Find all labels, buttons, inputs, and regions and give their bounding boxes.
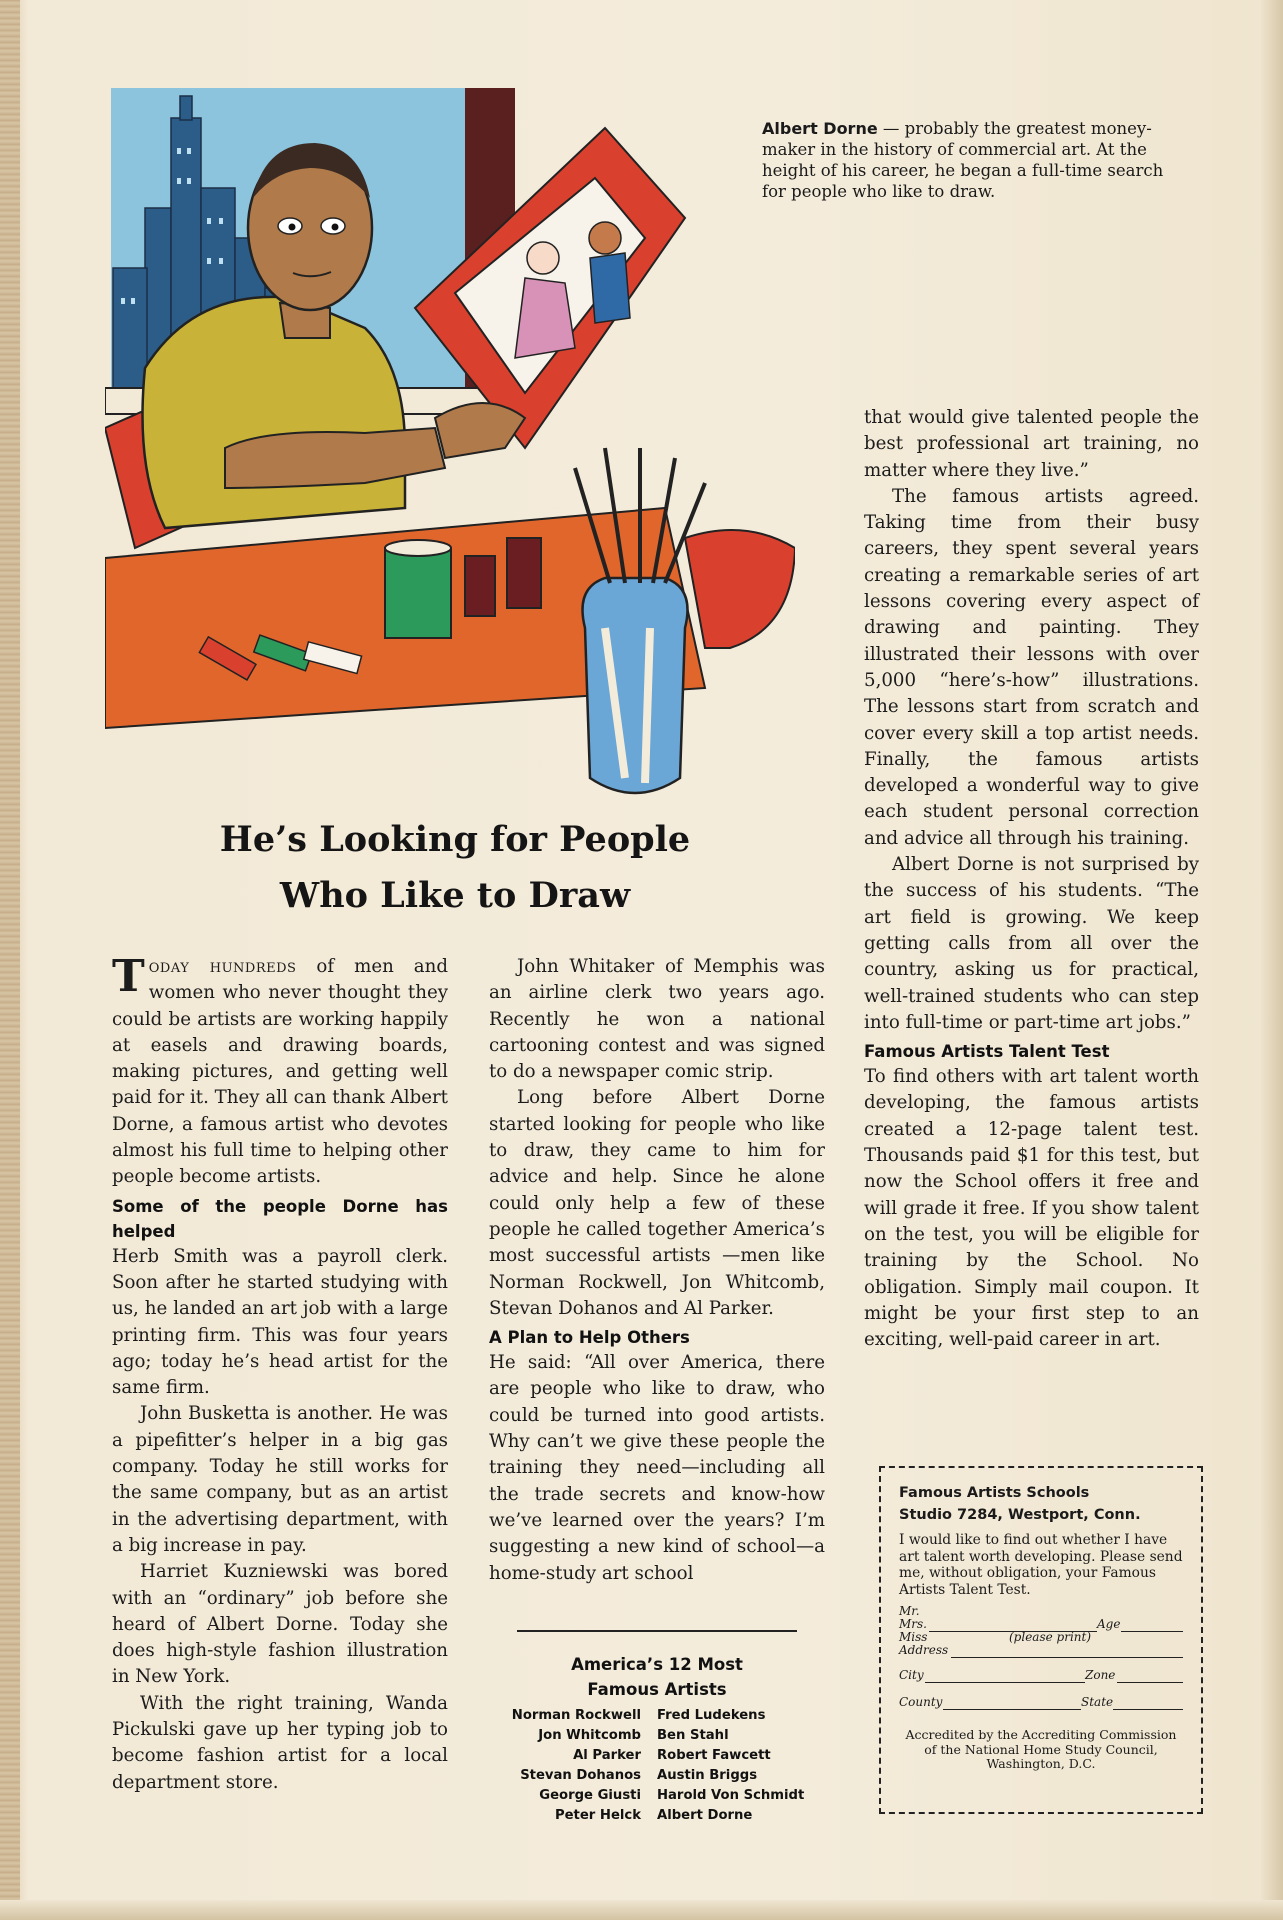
paragraph [112, 951, 448, 1191]
artist-name: Al Parker [573, 1748, 641, 1763]
headline [105, 812, 805, 924]
page-edge-right [1261, 0, 1283, 1920]
caption-text: — probably the greatest money-maker in the history of commercial art. At the height of his career, he began a full-time search for people who like to draw. [762, 119, 1164, 201]
artist-illustration [105, 88, 795, 808]
artist-row [480, 1706, 840, 1726]
page-edge-bottom [0, 1900, 1283, 1920]
illustration-caption [762, 118, 1182, 202]
drop-cap: T [112, 951, 145, 1002]
artist-name: Robert Fawcett [657, 1748, 771, 1763]
subheading: A Plan to Help Others [489, 1328, 690, 1348]
paragraph: John Whitaker of Memphis was an airline clerk two years ago. Recently he won a national cartooning contest and was signed to do a newspaper comic strip. [489, 956, 825, 1083]
coupon-form [899, 1606, 1183, 1710]
caption-name: Albert Dorne [762, 119, 878, 138]
label-miss: Miss [899, 1630, 928, 1644]
artist-row [480, 1766, 840, 1786]
paragraph: Harriet Kuzniewski was bored with an “ordinary” job before she heard of Albert Dorne. Today she does high-style fashion illustration in New York. [112, 1561, 448, 1688]
form-row-address[interactable] [899, 1645, 1183, 1658]
divider-rule [517, 1630, 797, 1632]
text-column-1 [112, 951, 448, 1796]
state-field-line[interactable] [1113, 1709, 1183, 1710]
paragraph: that would give talented people the best professional art training, no matter where they live.” [864, 407, 1199, 481]
artist-row [480, 1726, 840, 1746]
zone-field-line[interactable] [1117, 1682, 1183, 1683]
paragraph: John Busketta is another. He was a pipefitter’s helper in a big gas company. Today he still works for the same company, but as an artist in the advertising department, with a big increase in pay. [112, 1403, 448, 1556]
text-column-2 [489, 954, 825, 1587]
artist-row [480, 1806, 840, 1826]
text-column-3 [864, 405, 1199, 1353]
small-caps-lead: oday hundreds [148, 956, 297, 977]
artists-title-line-1: America’s 12 Most [571, 1655, 743, 1674]
county-field-line[interactable] [943, 1709, 1081, 1710]
headline-line-2: Who Like to Draw [279, 875, 631, 916]
artist-name: Ben Stahl [657, 1728, 729, 1743]
artists-list-title [489, 1652, 825, 1702]
coupon-address: Studio 7284, Westport, Conn. [899, 1507, 1141, 1523]
label-address: Address [899, 1643, 949, 1657]
label-city: City [899, 1668, 924, 1682]
subheading: Some of the people Dorne has helped [112, 1196, 448, 1241]
address-field-line[interactable] [951, 1657, 1183, 1658]
paragraph: Albert Dorne is not surprised by the success of his students. “The art field is growing. We keep getting calls from all over the country, asking us for practical, well-trained students who can step into full-time or part-time art jobs.” [864, 854, 1199, 1033]
coupon-school-name: Famous Artists Schools [899, 1485, 1090, 1501]
accreditation-note: Accredited by the Accrediting Commission of the National Home Study Council, Washington, D.C. [905, 1727, 1177, 1771]
paragraph-text: of men and women who never thought they could be artists are working happily at easels and drawing boards, making pictures, and getting well paid for it. They all can thank Albert Dorne, a famous artist who devotes almost his full time to helping other people become artists. [112, 956, 448, 1188]
headline-line-1: He’s Looking for People [219, 819, 691, 860]
artist-row [480, 1786, 840, 1806]
label-please-print: (please print) [1009, 1630, 1092, 1644]
form-row-county[interactable] [899, 1697, 1183, 1710]
city-field-line[interactable] [925, 1682, 1085, 1683]
subheading: Famous Artists Talent Test [864, 1042, 1110, 1062]
paragraph: The famous artists agreed. Taking time from their busy careers, they spent several years creating a remarkable series of art lessons covering every aspect of drawing and painting. They illustrated their lessons with over 5,000 “here’s-how” illustrations. The lessons start from scratch and cover every skill a top artist needs. Finally, the famous artists developed a wonderful way to give each student personal correction and advice all through his training. [864, 485, 1199, 849]
label-zone: Zone [1085, 1668, 1116, 1682]
paragraph: Long before Albert Dorne started looking for people who like to draw, they came to him for advice and help. Since he alone could only help a few of these people he called together America’s most successful artists —men like Norman Rockwell, Jon Whitcomb, Stevan Dohanos and Al Parker. [489, 1087, 825, 1319]
artist-name: Austin Briggs [657, 1768, 758, 1783]
artists-list [480, 1706, 840, 1826]
paragraph: With the right training, Wanda Pickulski gave up her typing job to become fashion artist for a local department store. [112, 1692, 448, 1793]
artist-name: Norman Rockwell [511, 1708, 641, 1723]
artist-name: Albert Dorne [657, 1808, 753, 1823]
label-age: Age [1097, 1617, 1121, 1631]
paragraph: Herb Smith was a payroll clerk. Soon after he started studying with us, he landed an art job with a large printing firm. This was four years ago; today he’s head artist for the same firm. [112, 1245, 448, 1399]
label-mr: Mr. [899, 1604, 920, 1618]
artists-title-line-2: Famous Artists [587, 1680, 727, 1699]
artist-name: George Giusti [539, 1788, 641, 1803]
label-state: State [1081, 1695, 1114, 1709]
artist-name: Fred Ludekens [657, 1708, 766, 1723]
label-mrs: Mrs. [899, 1617, 927, 1631]
coupon-body: I would like to find out whether I have art talent worth developing. Please send me, without obligation, your Famous Artists Talent Test. [899, 1532, 1183, 1598]
artist-name: Jon Whitcomb [538, 1728, 641, 1743]
label-county: County [899, 1695, 943, 1709]
artist-name: Stevan Dohanos [520, 1768, 641, 1783]
form-row-city[interactable] [899, 1670, 1183, 1683]
paragraph: He said: “All over America, there are people who like to draw, who could be turned into good artists. Why can’t we give these people the training they need—including all the trade secrets and know-how we’ve learned over the years? I’m suggesting a new kind of school—a home-study art school [489, 1352, 825, 1584]
form-row-mr [899, 1606, 1183, 1619]
paragraph: To find others with art talent worth developing, the famous artists created a 12-page talent test. Thousands paid $1 for this test, but now the School offers it free and will grade it free. If you show talent on the test, you will be eligible for training by the School. No obligation. Simply mail coupon. It might be your first step to an exciting, well-paid career in art. [864, 1066, 1199, 1351]
artist-row [480, 1746, 840, 1766]
artist-name: Harold Von Schmidt [657, 1788, 805, 1803]
page-spine [0, 0, 20, 1920]
artist-name: Peter Helck [554, 1808, 641, 1823]
mail-coupon[interactable] [879, 1466, 1203, 1814]
